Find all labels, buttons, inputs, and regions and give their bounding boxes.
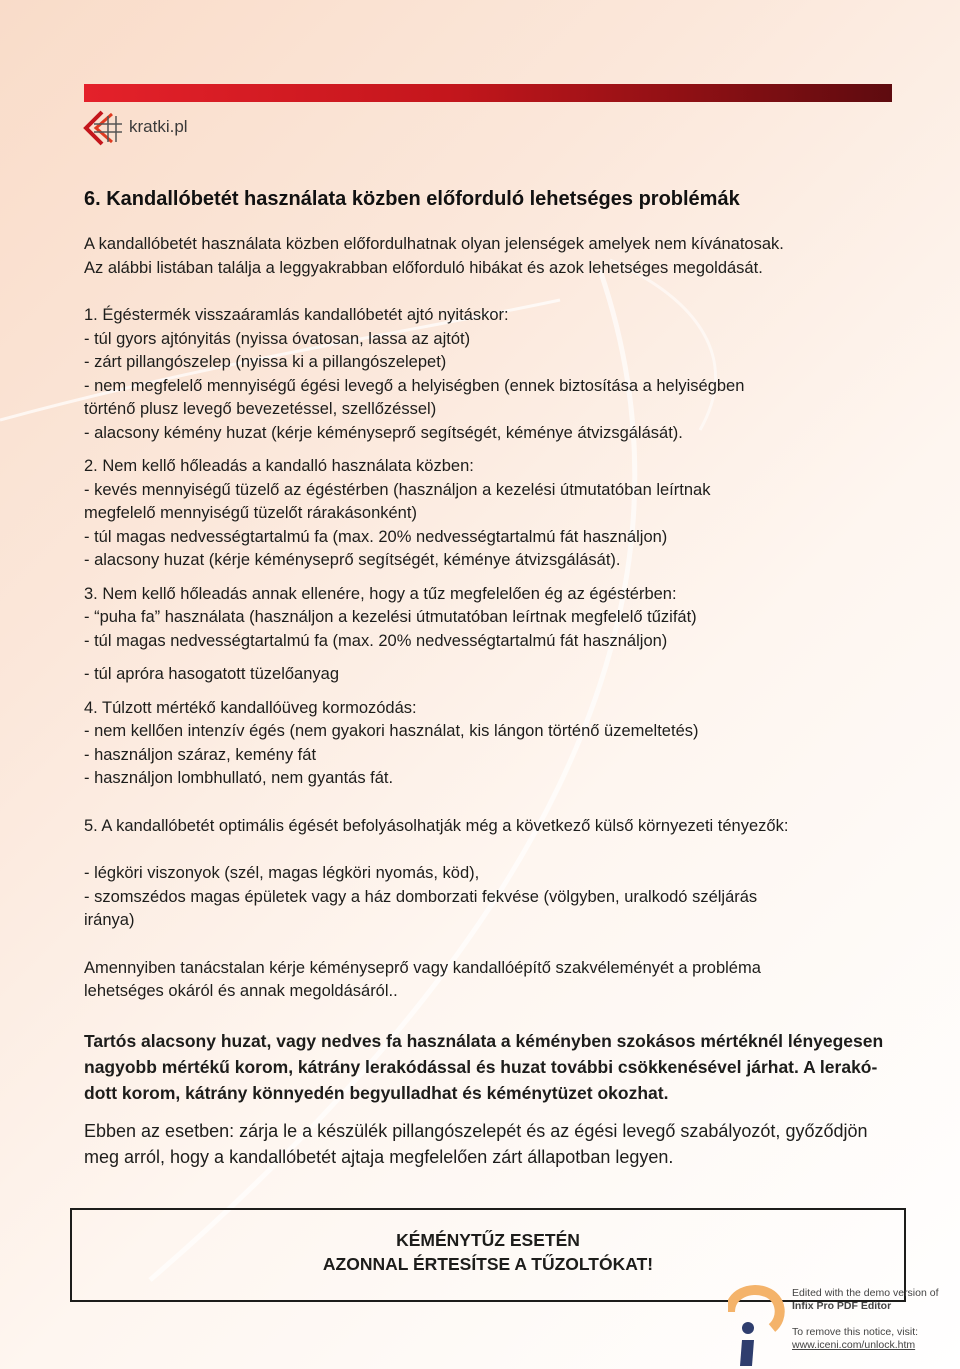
section-5-heading: 5. A kandallóbetét optimális égését befolyásolhatják még a következő külső környezeti tényezők: [84,816,789,835]
document-body [84,188,904,1170]
section-2-heading: 2. Nem kellő hőleadás a kandalló használata közben: [84,457,474,475]
list-item: - alacsony huzat (kérje kéményseprő segítségét, kéménye átvizsgálását). [84,551,621,569]
list-item: - szomszédos magas épületek vagy a ház domborzati fekvése (völgyben, uralkodó széljárás [84,887,758,906]
header-color-bar [84,84,892,102]
list-item: iránya) [84,911,135,929]
list-item: - nem kellően intenzív égés (nem gyakori használat, kis lángon történő üzemeltetés) [84,722,699,740]
list-item: - túl gyors ajtónyitás (nyissa óvatosan, lassa az ajtót) [84,329,471,348]
list-item: - túl magas nedvességtartalmú fa (max. 20% nedvességtartalmú fát használjon) [84,527,668,546]
action-line: Ebben az esetben: zárja le a készülék pillangószelepét és az égési levegő szabályozót, győződjön [84,1120,868,1141]
logo-text: kratki.pl [129,117,188,136]
list-item: - nem megfelelő mennyiségű égési levegő a helyiségben (ennek biztosítása a helyiségben [84,376,745,395]
kratki-logo-icon [82,108,126,148]
watermark-link[interactable]: www.iceni.com/unlock.htm [792,1339,916,1351]
callout-line: KÉMÉNYTŰZ ESETÉN [396,1230,580,1250]
section-4-heading: 4. Túlzott mértékő kandallóüveg kormozódás: [84,698,417,717]
watermark-line: To remove this notice, visit: [792,1326,919,1338]
intro-line: A kandallóbetét használata közben előfordulhatnak olyan jelenségek amelyek nem kívánatosak. [84,235,784,253]
list-item: - túl apróra hasogatott tüzelőanyag [84,665,340,683]
infix-logo-icon [728,1284,790,1369]
list-item: - kevés mennyiségű tüzelő az égéstérben (használjon a kezelési útmutatóban leírtnak [84,480,711,499]
warning-line: nagyobb mértékű korom, kátrány lerakódással és huzat további csökkenésével járhat. A lerakó- [84,1056,878,1077]
list-item: - “puha fa” használata (használjon a kezelési útmutatóban leírtnak megfelelő tűzifát) [84,608,697,626]
page-title: 6. Kandallóbetét használata közben előforduló lehetséges problémák [84,188,740,210]
list-item: - zárt pillangószelep (nyissa ki a pillangószelepet) [84,353,447,371]
action-line: meg arról, hogy a kandallóbetét ajtaja megfelelően zárt állapotban legyen. [84,1146,674,1167]
section-3-heading: 3. Nem kellő hőleadás annak ellenére, hogy a tűz megfelelően ég az égéstérben: [84,584,677,603]
kratki-logo[interactable] [82,108,202,148]
list-item: - alacsony kémény huzat (kérje kéményseprő segítségét, kéménye átvizsgálását). [84,423,683,442]
warning-line: dott korom, kátrány könnyedén begyulladhat és kéménytüzet okozhat. [84,1082,669,1103]
intro-line: Az alábbi listában találja a leggyakrabban előforduló hibákat és azok lehetséges megoldását. [84,258,763,277]
list-item: - használjon száraz, kemény fát [84,745,317,764]
callout-line: AZONNAL ÉRTESÍTSE A TŰZOLTÓKAT! [322,1254,654,1274]
watermark-line: Edited with the demo version of [792,1287,939,1299]
watermark-line: Infix Pro PDF Editor [792,1300,892,1312]
infix-watermark [728,1284,960,1369]
list-item: - légköri viszonyok (szél, magas légköri nyomás, köd), [84,864,480,882]
list-item: megfelelő mennyiségű tüzelőt rárakásonként) [84,504,417,522]
section-1-heading: 1. Égéstermék visszaáramlás kandallóbetét ajtó nyitáskor: [84,306,509,324]
list-item: - túl magas nedvességtartalmú fa (max. 20% nedvességtartalmú fát használjon) [84,631,668,650]
advice-line: Amennyiben tanácstalan kérje kéményseprő vagy kandallóépítő szakvéleményét a probléma [84,958,761,977]
advice-line: lehetséges okáról és annak megoldásáról.. [84,982,398,1000]
list-item: történő plusz levegő bevezetéssel, szellőzéssel) [84,400,437,418]
warning-line: Tartós alacsony huzat, vagy nedves fa használata a kéményben szokásos mértéknél lényegesen [84,1030,884,1051]
list-item: - használjon lombhullató, nem gyantás fát. [84,769,394,787]
